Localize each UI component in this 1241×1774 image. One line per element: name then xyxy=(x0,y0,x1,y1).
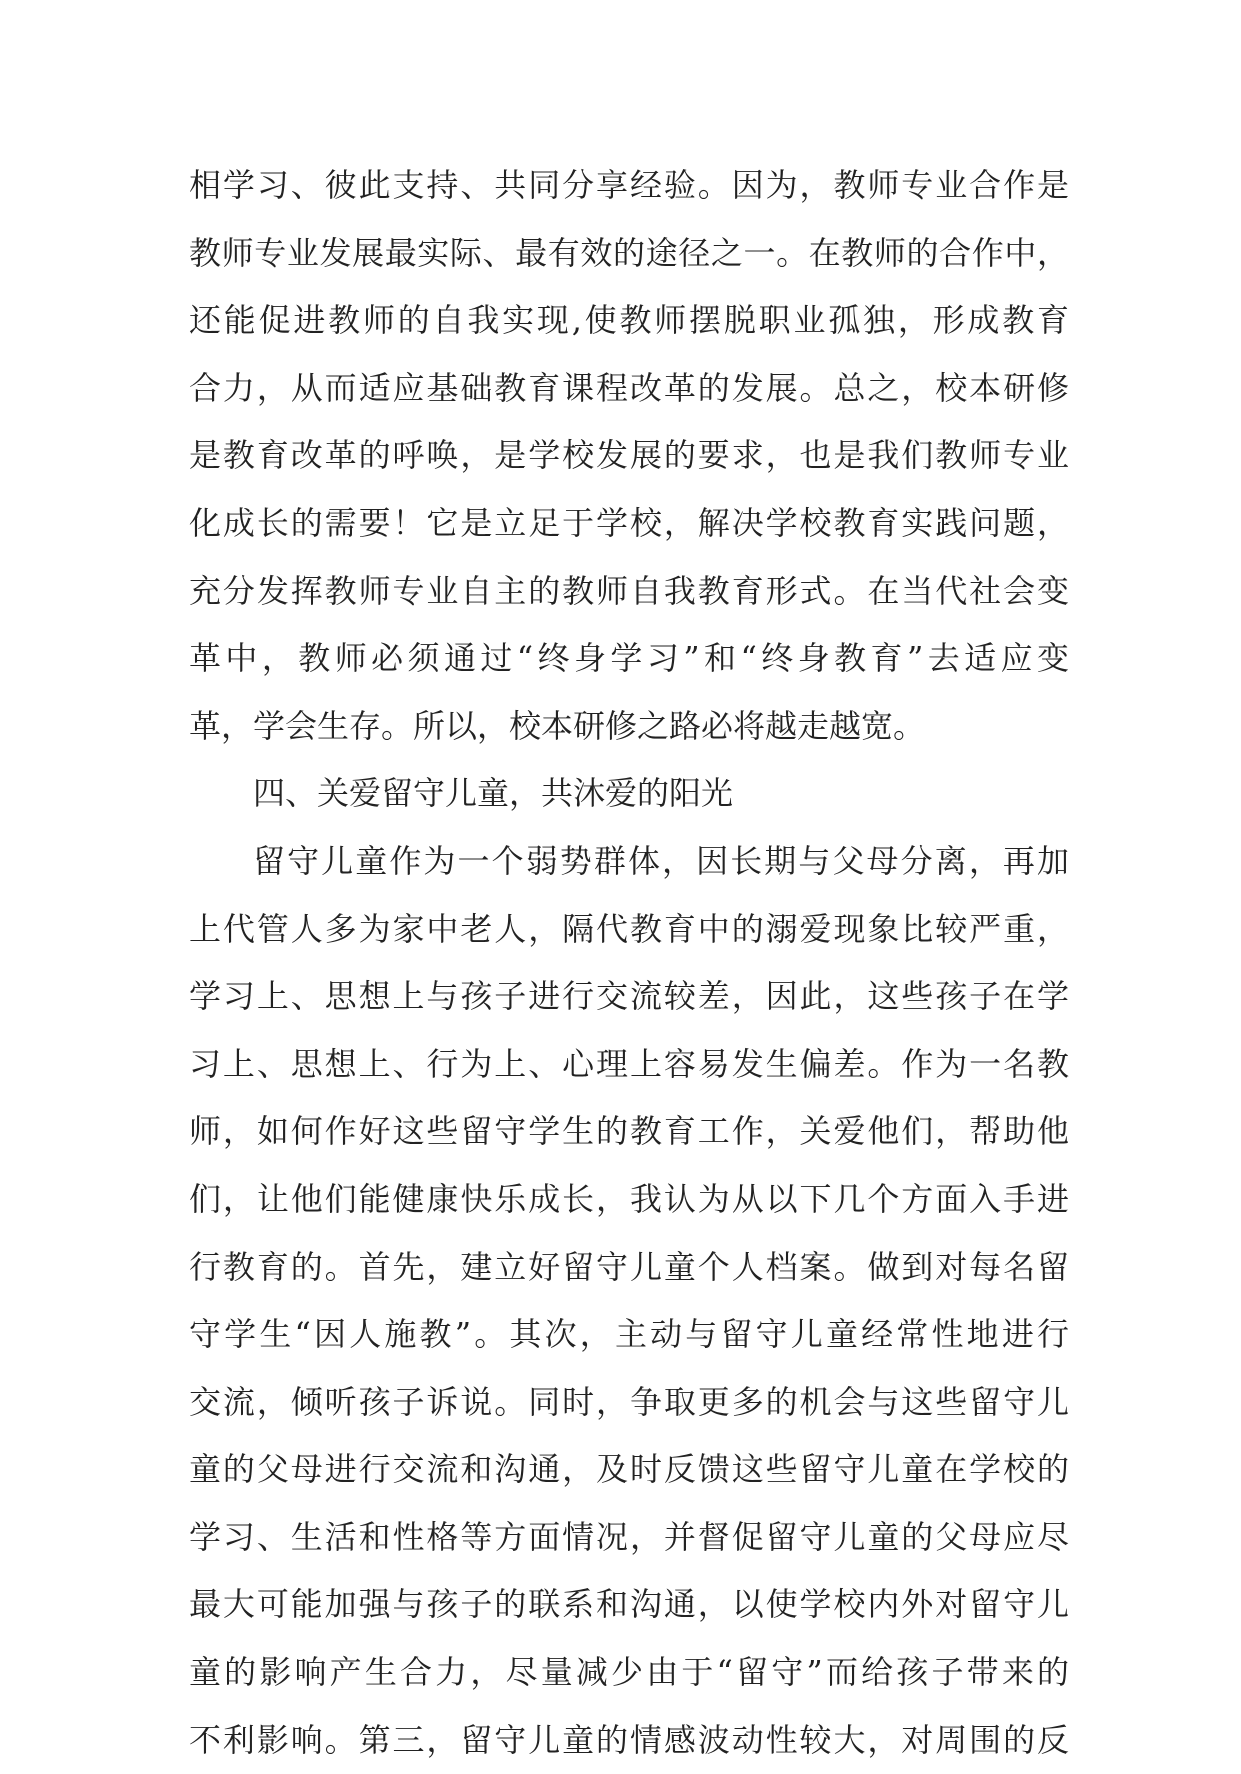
text-line: 师，如何作好这些留守学生的教育工作，关爱他们，帮助他 xyxy=(189,1112,1069,1151)
text-line: 上代管人多为家中老人，隔代教育中的溺爱现象比较严重， xyxy=(189,909,1069,948)
section-heading: 四、关爱留守儿童，共沐爱的阳光 xyxy=(253,774,734,813)
paragraph-1 xyxy=(189,152,1069,760)
text-line: 学习、生活和性格等方面情况，并督促留守儿童的父母应尽 xyxy=(189,1517,1069,1556)
text-line: 不利影响。第三，留守儿童的情感波动性较大，对周围的反 xyxy=(189,1720,1069,1759)
text-line: 交流，倾听孩子诉说。同时，争取更多的机会与这些留守儿 xyxy=(189,1382,1069,1421)
text-line: 革中，教师必须通过“终身学习”和“终身教育”去适应变 xyxy=(189,639,1069,678)
text-line: 童的影响产生合力，尽量减少由于“留守”而给孩子带来的 xyxy=(189,1653,1069,1692)
text-line: 相学习、彼此支持、共同分享经验。因为，教师专业合作是 xyxy=(189,166,1069,204)
text-line: 教师专业发展最实际、最有效的途径之一。在教师的合作中， xyxy=(189,233,1069,272)
text-line: 学习上、思想上与孩子进行交流较差，因此，这些孩子在学 xyxy=(189,977,1069,1016)
text-line: 革，学会生存。所以，校本研修之路必将越走越宽。 xyxy=(189,706,926,745)
text-line: 守学生“因人施教”。其次，主动与留守儿童经常性地进行 xyxy=(189,1315,1069,1354)
text-line: 合力，从而适应基础教育课程改革的发展。总之，校本研修 xyxy=(189,368,1069,407)
text-line: 充分发挥教师专业自主的教师自我教育形式。在当代社会变 xyxy=(189,571,1069,610)
text-line: 们，让他们能健康快乐成长，我认为从以下几个方面入手进 xyxy=(189,1179,1069,1218)
text-line: 留守儿童作为一个弱势群体，因长期与父母分离，再加 xyxy=(253,841,1069,880)
text-line: 还能促进教师的自我实现,使教师摆脱职业孤独，形成教育 xyxy=(189,301,1069,340)
text-line: 习上、思想上、行为上、心理上容易发生偏差。作为一名教 xyxy=(189,1044,1069,1083)
text-line: 行教育的。首先，建立好留守儿童个人档案。做到对每名留 xyxy=(189,1247,1069,1286)
document-body xyxy=(189,152,1069,1774)
text-line: 化成长的需要！它是立足于学校，解决学校教育实践问题， xyxy=(189,503,1069,542)
text-line: 最大可能加强与孩子的联系和沟通，以使学校内外对留守儿 xyxy=(189,1585,1069,1624)
text-line: 是教育改革的呼唤，是学校发展的要求，也是我们教师专业 xyxy=(189,436,1069,475)
text-line: 童的父母进行交流和沟通，及时反馈这些留守儿童在学校的 xyxy=(189,1450,1069,1489)
paragraph-2 xyxy=(189,828,1069,1774)
